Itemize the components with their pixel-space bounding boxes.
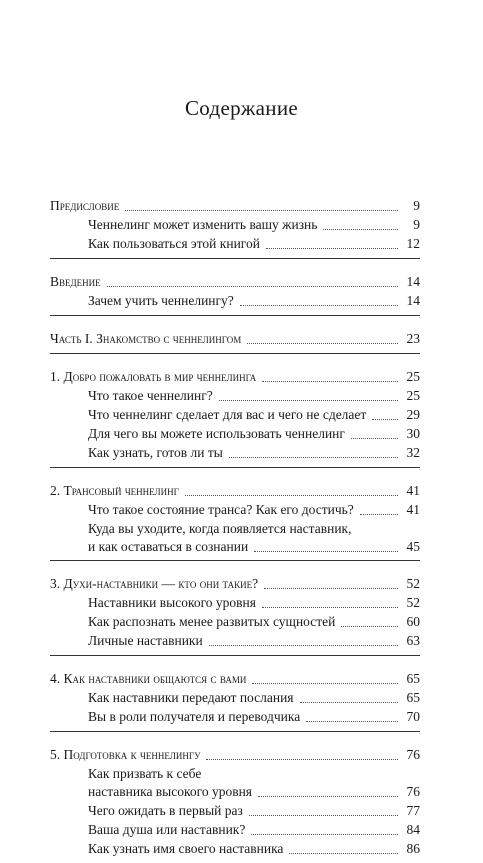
entry-page: 14 xyxy=(406,293,420,308)
entry-label: Как распознать менее развитых сущностей xyxy=(88,614,336,629)
dot-leader xyxy=(107,286,398,287)
dot-leader xyxy=(219,400,398,401)
entry-label: Что такое ченнелинг? xyxy=(88,388,213,403)
entry-page: 9 xyxy=(413,217,420,232)
toc-group-chapter-1 xyxy=(50,368,420,468)
page-title: Содержание xyxy=(184,96,299,120)
toc-entry-sub[interactable] xyxy=(50,840,420,858)
toc-entry-sub[interactable] xyxy=(50,216,420,234)
toc-entry-main[interactable] xyxy=(50,330,420,348)
entry-page: 25 xyxy=(406,369,420,384)
toc-entry-sub[interactable] xyxy=(50,594,420,612)
entry-page: 14 xyxy=(406,274,420,289)
entry-page: 76 xyxy=(406,784,420,799)
entry-label: Чего ожидать в первый раз xyxy=(88,803,243,818)
entry-line2 xyxy=(88,783,420,801)
dot-leader xyxy=(247,343,398,344)
toc-entry-sub[interactable] xyxy=(50,406,420,424)
dot-leader xyxy=(289,853,398,854)
entry-label: Что такое состояние транса? Как его достичь? xyxy=(88,502,354,517)
entry-label: Как наставники передают послания xyxy=(88,690,294,705)
entry-page: 32 xyxy=(406,445,420,460)
toc-entry-sub[interactable] xyxy=(50,821,420,839)
entry-label: Часть I. Знакомство с ченнелингом xyxy=(50,331,242,346)
dot-leader xyxy=(262,607,398,608)
dot-leader xyxy=(323,229,398,230)
entry-page: 41 xyxy=(406,502,420,517)
toc-entry-sub[interactable] xyxy=(50,689,420,707)
entry-page: 52 xyxy=(406,595,420,610)
entry-page: 76 xyxy=(406,747,420,762)
dot-leader xyxy=(251,834,398,835)
dot-leader xyxy=(185,495,398,496)
entry-page: 25 xyxy=(406,388,420,403)
entry-page: 23 xyxy=(406,331,420,346)
entry-label: Для чего вы можете использовать ченнелинг xyxy=(88,426,345,441)
entry-label: Личные наставники xyxy=(88,633,203,648)
entry-label-line2: наставника высокого уровня xyxy=(88,784,253,799)
dot-leader xyxy=(125,210,398,211)
toc-group-part-1 xyxy=(50,330,420,354)
toc-entry-sub[interactable] xyxy=(50,292,420,310)
toc-entry-main[interactable] xyxy=(50,575,420,593)
entry-label: 1. Добро пожаловать в мир ченнелинга xyxy=(50,369,257,384)
toc-entry-sub[interactable] xyxy=(50,708,420,726)
entry-page: 9 xyxy=(413,198,420,213)
entry-page: 12 xyxy=(406,236,420,251)
dot-leader xyxy=(264,588,398,589)
dot-leader xyxy=(351,438,398,439)
dot-leader xyxy=(266,248,398,249)
toc-group-chapter-3 xyxy=(50,575,420,656)
entry-label: Вы в роли получателя и переводчика xyxy=(88,709,301,724)
entry-label: Ченнелинг может изменить вашу жизнь xyxy=(88,217,318,232)
entry-page: 63 xyxy=(406,633,420,648)
entry-label: Ваша душа или наставник? xyxy=(88,822,246,837)
entry-page: 70 xyxy=(406,709,420,724)
entry-page: 77 xyxy=(406,803,420,818)
entry-page: 86 xyxy=(406,841,420,856)
entry-line2 xyxy=(88,538,420,556)
toc-entry-main[interactable] xyxy=(50,670,420,688)
toc-entry-main[interactable] xyxy=(50,273,420,291)
entry-label-line2: и как оставаться в сознании xyxy=(88,539,249,554)
entry-label-line1: Куда вы уходите, когда появляется наставник, xyxy=(88,521,352,536)
toc-entry-sub-multiline[interactable] xyxy=(50,765,420,801)
toc-entry-sub[interactable] xyxy=(50,802,420,820)
entry-page: 41 xyxy=(406,483,420,498)
toc-entry-sub[interactable] xyxy=(50,425,420,443)
entry-label: Что ченнелинг сделает для вас и чего не сделает xyxy=(88,407,367,422)
dot-leader xyxy=(229,457,398,458)
entry-label: Зачем учить ченнелингу? xyxy=(88,293,234,308)
toc-entry-sub[interactable] xyxy=(50,387,420,405)
entry-page: 65 xyxy=(406,671,420,686)
dot-leader xyxy=(209,645,398,646)
toc-entry-main[interactable] xyxy=(50,482,420,500)
toc-group-introduction xyxy=(50,273,420,316)
entry-page: 60 xyxy=(406,614,420,629)
toc-entry-main[interactable] xyxy=(50,368,420,386)
entry-page: 30 xyxy=(406,426,420,441)
entry-page: 65 xyxy=(406,690,420,705)
entry-label: Как узнать имя своего наставника xyxy=(88,841,284,856)
entry-label: 5. Подготовка к ченнелингу xyxy=(50,747,201,762)
table-of-contents xyxy=(50,196,420,863)
dot-leader xyxy=(300,702,398,703)
dot-leader xyxy=(240,305,398,306)
toc-entry-main[interactable] xyxy=(50,197,420,215)
dot-leader xyxy=(252,683,398,684)
toc-entry-sub[interactable] xyxy=(50,632,420,650)
dot-leader xyxy=(206,759,398,760)
dot-leader xyxy=(360,514,398,515)
entry-page: 52 xyxy=(406,576,420,591)
toc-entry-sub[interactable] xyxy=(50,613,420,631)
entry-page: 29 xyxy=(406,407,420,422)
entry-label: Введение xyxy=(50,274,101,289)
toc-group-chapter-5 xyxy=(50,746,420,863)
dot-leader xyxy=(249,815,398,816)
entry-page: 84 xyxy=(406,822,420,837)
toc-entry-sub[interactable] xyxy=(50,235,420,253)
entry-label-line1: Как призвать к себе xyxy=(88,766,202,781)
toc-entry-sub[interactable] xyxy=(50,501,420,519)
entry-label: 3. Духи-наставники — кто они такие? xyxy=(50,576,259,591)
toc-group-chapter-4 xyxy=(50,670,420,732)
dot-leader xyxy=(254,551,398,552)
entry-label: 2. Трансовый ченнелинг xyxy=(50,483,179,498)
entry-label: Наставники высокого уровня xyxy=(88,595,256,610)
toc-entry-main[interactable] xyxy=(50,746,420,764)
entry-page: 45 xyxy=(406,539,420,554)
toc-entry-sub[interactable] xyxy=(50,444,420,462)
entry-label: Как узнать, готов ли ты xyxy=(88,445,223,460)
dot-leader xyxy=(372,419,398,420)
entry-label: 4. Как наставники общаются с вами xyxy=(50,671,247,686)
toc-group-chapter-2 xyxy=(50,482,420,561)
dot-leader xyxy=(306,721,398,722)
dot-leader xyxy=(262,381,398,382)
entry-label: Предисловие xyxy=(50,198,120,213)
toc-group-preface xyxy=(50,197,420,259)
entry-label: Как пользоваться этой книгой xyxy=(88,236,260,251)
dot-leader xyxy=(341,626,398,627)
toc-entry-sub-multiline[interactable] xyxy=(50,520,420,556)
